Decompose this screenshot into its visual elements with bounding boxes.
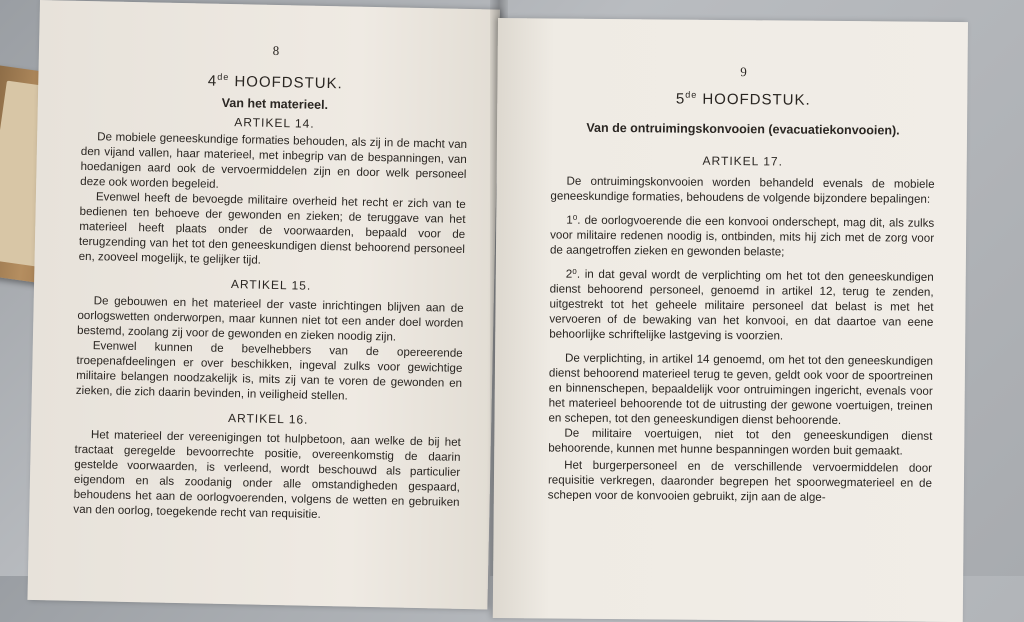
paragraph: Het materieel der vereenigingen tot hulpbetoon, aan welke de bij het tractaat geregelde bevoorrechte positie, overeenkomstig de daarin gestelde voorwaarden, is verleend, wordt beschouwd als particulier eigendom en als zoodanig onder alle omstandigheden gespaard, behoudens het aan de oorlogvoerenden, volgens de wetten en gebruiken van den oorlog, toegekende recht van requisitie.	[73, 428, 461, 521]
chapter-title: HOOFDSTUK.	[702, 90, 811, 109]
paragraph: De militaire voertuigen, niet tot den geneeskundigen dienst behoorende, kunnen met hunne bespanningen worden buit gemaakt.	[548, 426, 933, 458]
section-subtitle-left: Van het materieel.	[221, 95, 329, 113]
article-heading: ARTIKEL 16.	[227, 411, 309, 427]
paragraph: Evenwel heeft de bevoegde militaire overheid het recht er zich van te bedienen ten behoeve der gewonden en zieken; de teruggave van het materieel heeft plaats onder de voorwaarden, bepaald voor de terugzending van het tot den geneeskundigen dienst behoorend personeel en, zooveel mogelijk, te gelijker tijd.	[78, 190, 466, 267]
chapter-number: 5	[675, 90, 686, 108]
section-subtitle-right: Van de ontruimingskonvooien (evacuatiekonvooien).	[586, 120, 900, 138]
chapter-title: HOOFDSTUK.	[234, 73, 343, 93]
chapter-heading-right	[551, 88, 935, 109]
page-number-left: 8	[272, 42, 280, 59]
right-page	[493, 18, 968, 622]
article-heading: ARTIKEL 15.	[230, 277, 312, 293]
chapter-superscript: de	[685, 89, 698, 100]
page-number-right: 9	[740, 64, 747, 80]
paragraph: De verplichting, in artikel 14 genoemd, om het tot den geneeskundigen dienst behoorend materieel terug te geven, geldt ook voor de spoortreinen en binnenschepen, bepaaldelijk voor ontruimingen ingericht, evenals voor het materieel behoorende tot de uitrusting der gewone voertuigen, treinen en schepen, tot den geneeskundigen dienst behoorende.	[548, 351, 934, 428]
right-page-content	[548, 62, 936, 505]
left-page	[27, 0, 499, 610]
chapter-heading-left	[82, 69, 468, 95]
paragraph: De gebouwen en het materieel der vaste inrichtingen blijven aan de oorlogswetten onderworpen, maar kunnen niet tot een ander doel worden bestemd, zoolang zij voor de gewonden en zieken noodig zijn.	[76, 294, 464, 344]
left-page-content	[73, 39, 469, 525]
paragraph: 1⁰. de oorlogvoerende die een konvooi onderschept, mag dit, als zulks voor militaire redenen noodig is, ontbinden, mits hij zich met de zorg voor de aangetroffen zieken en gewonden belaste;	[549, 213, 935, 259]
article-heading: ARTIKEL 17.	[702, 153, 784, 169]
chapter-superscript: de	[217, 71, 230, 82]
paragraph: Het burgerpersoneel en de verschillende vervoermiddelen door requisitie verkregen, daaronder begrepen het spoorwegmaterieel en de schepen voor de konvooien gebruikt, zijn aan de alge-	[547, 458, 933, 504]
paragraph: 2⁰. in dat geval wordt de verplichting om het tot den geneeskundigen dienst behoorend personeel, genoemd in artikel 12, terug te zenden, uitgestrekt tot het geheele militaire personeel dat belast is met het vervoeren of de bewaking van het konvooi, en dat daartoe van eene behoorlijke schriftelijke lastgeving is voorzien.	[549, 267, 934, 343]
chapter-number: 4	[207, 72, 218, 90]
article-heading: ARTIKEL 14.	[234, 115, 315, 131]
paragraph: De mobiele geneeskundige formaties behouden, als zij in de macht van den vijand vallen, haar materieel, met inbegrip van de bespanningen, van hoedanigen aard ook de vervoermiddelen zijn en door welk personeel deze ook worden begeleid.	[80, 130, 468, 191]
paragraph: Evenwel kunnen de bevelhebbers van de opereerende troepenafdeelingen er over beschikken, ingeval zulks voor gewichtige militaire belangen noodzakelijk is, mits zij van te voren de gewonden en zieken, die zich daarin bevinden, in veiligheid stellen.	[75, 339, 463, 403]
paragraph: De ontruimingskonvooien worden behandeld evenals de mobiele geneeskundige formaties, behoudens de volgende bijzondere bepalingen:	[550, 174, 935, 206]
